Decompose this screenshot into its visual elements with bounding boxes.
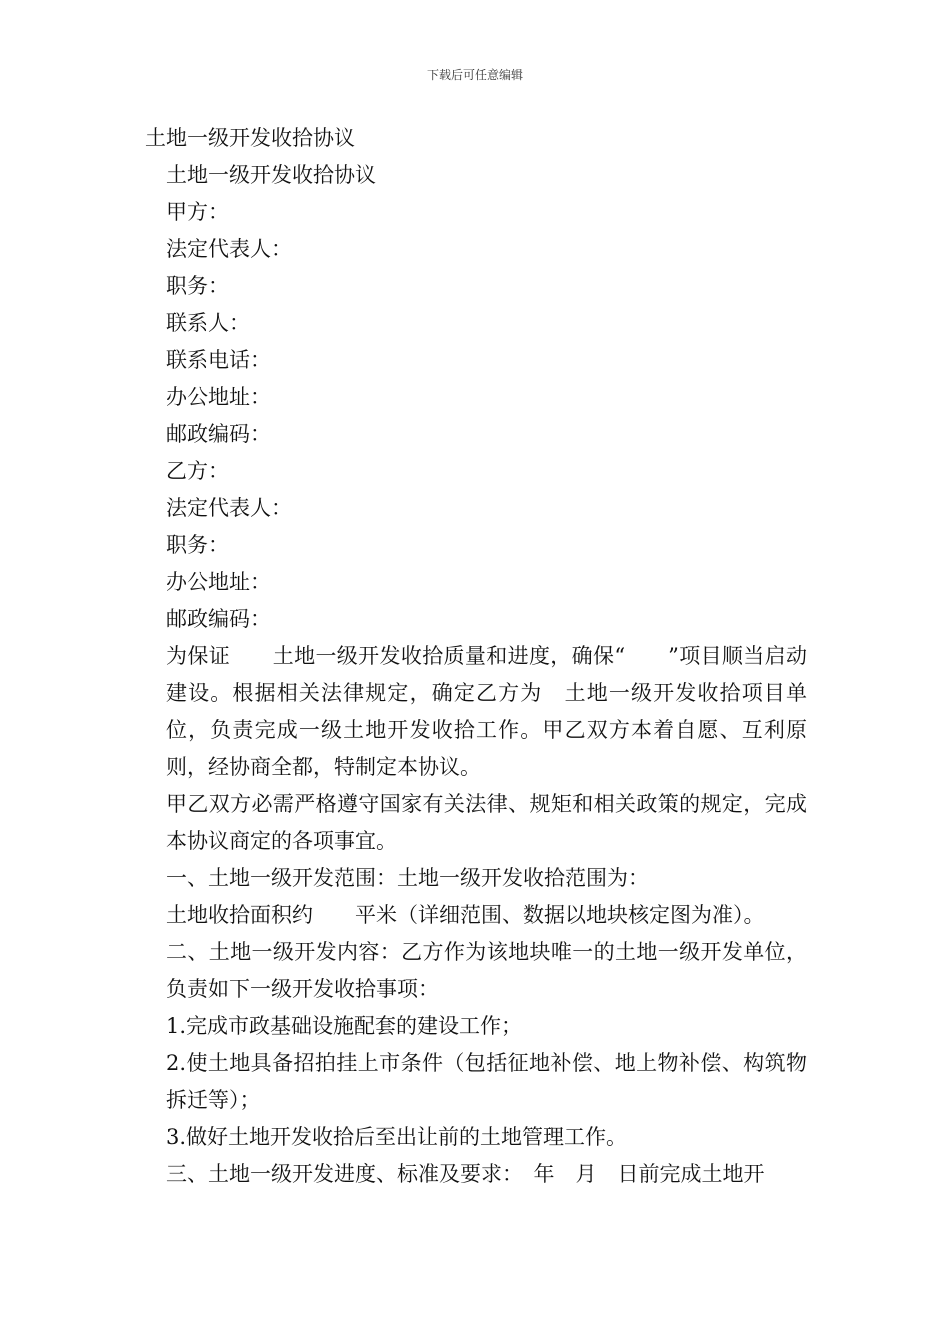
page-header: 下载后可任意编辑 (426, 68, 523, 82)
party-b-label: 乙方： (166, 459, 229, 483)
section-1-heading: 一、土地一级开发范围：土地一级开发收拾范围为： (166, 866, 649, 890)
party-b-rep: 法定代表人： (166, 496, 292, 520)
party-b-postcode: 邮政编码： (166, 607, 271, 631)
party-b-position: 职务： (166, 533, 229, 557)
party-b-address: 办公地址： (166, 570, 271, 594)
party-a-position: 职务： (166, 274, 229, 298)
section-1-detail: 土地收拾面积约 平米（详细范围、数据以地块核定图为准）。 (166, 903, 765, 927)
party-a-label: 甲方： (166, 200, 229, 224)
section-2-item-2: 2.使土地具备招拍挂上市条件（包括征地补偿、地上物补偿、构筑物拆迁等）； (166, 1051, 807, 1112)
section-2-heading: 二、土地一级开发内容：乙方作为该地块唯一的土地一级开发单位，负责如下一级开发收拾事项： (166, 940, 807, 1001)
section-2-item-3: 3.做好土地开发收拾后至出让前的土地管理工作。 (166, 1125, 628, 1149)
party-a-phone: 联系电话： (166, 348, 271, 372)
document-subtitle: 土地一级开发收拾协议 (166, 163, 376, 187)
party-a-address: 办公地址： (166, 385, 271, 409)
party-a-contact: 联系人： (166, 311, 250, 335)
party-a-postcode: 邮政编码： (166, 422, 271, 446)
paragraph-compliance: 甲乙双方必需严格遵守国家有关法律、规矩和相关政策的规定，完成本协议商定的各项事宜。 (166, 792, 807, 853)
document-body (145, 120, 807, 1193)
document-title: 土地一级开发收拾协议 (145, 126, 355, 150)
party-a-rep: 法定代表人： (166, 237, 292, 261)
section-3-heading: 三、土地一级开发进度、标准及要求： 年 月 日前完成土地开 (166, 1162, 765, 1186)
paragraph-purpose: 为保证 土地一级开发收拾质量和进度，确保“ ”项目顺当启动建设。根据相关法律规定，确定乙方为 土地一级开发收拾项目单位，负责完成一级土地开发收拾工作。甲乙双方本着自愿、互利原则，经协商全都，特制定本协议。 (166, 644, 807, 779)
section-2-item-1: 1.完成市政基础设施配套的建设工作； (166, 1014, 523, 1038)
